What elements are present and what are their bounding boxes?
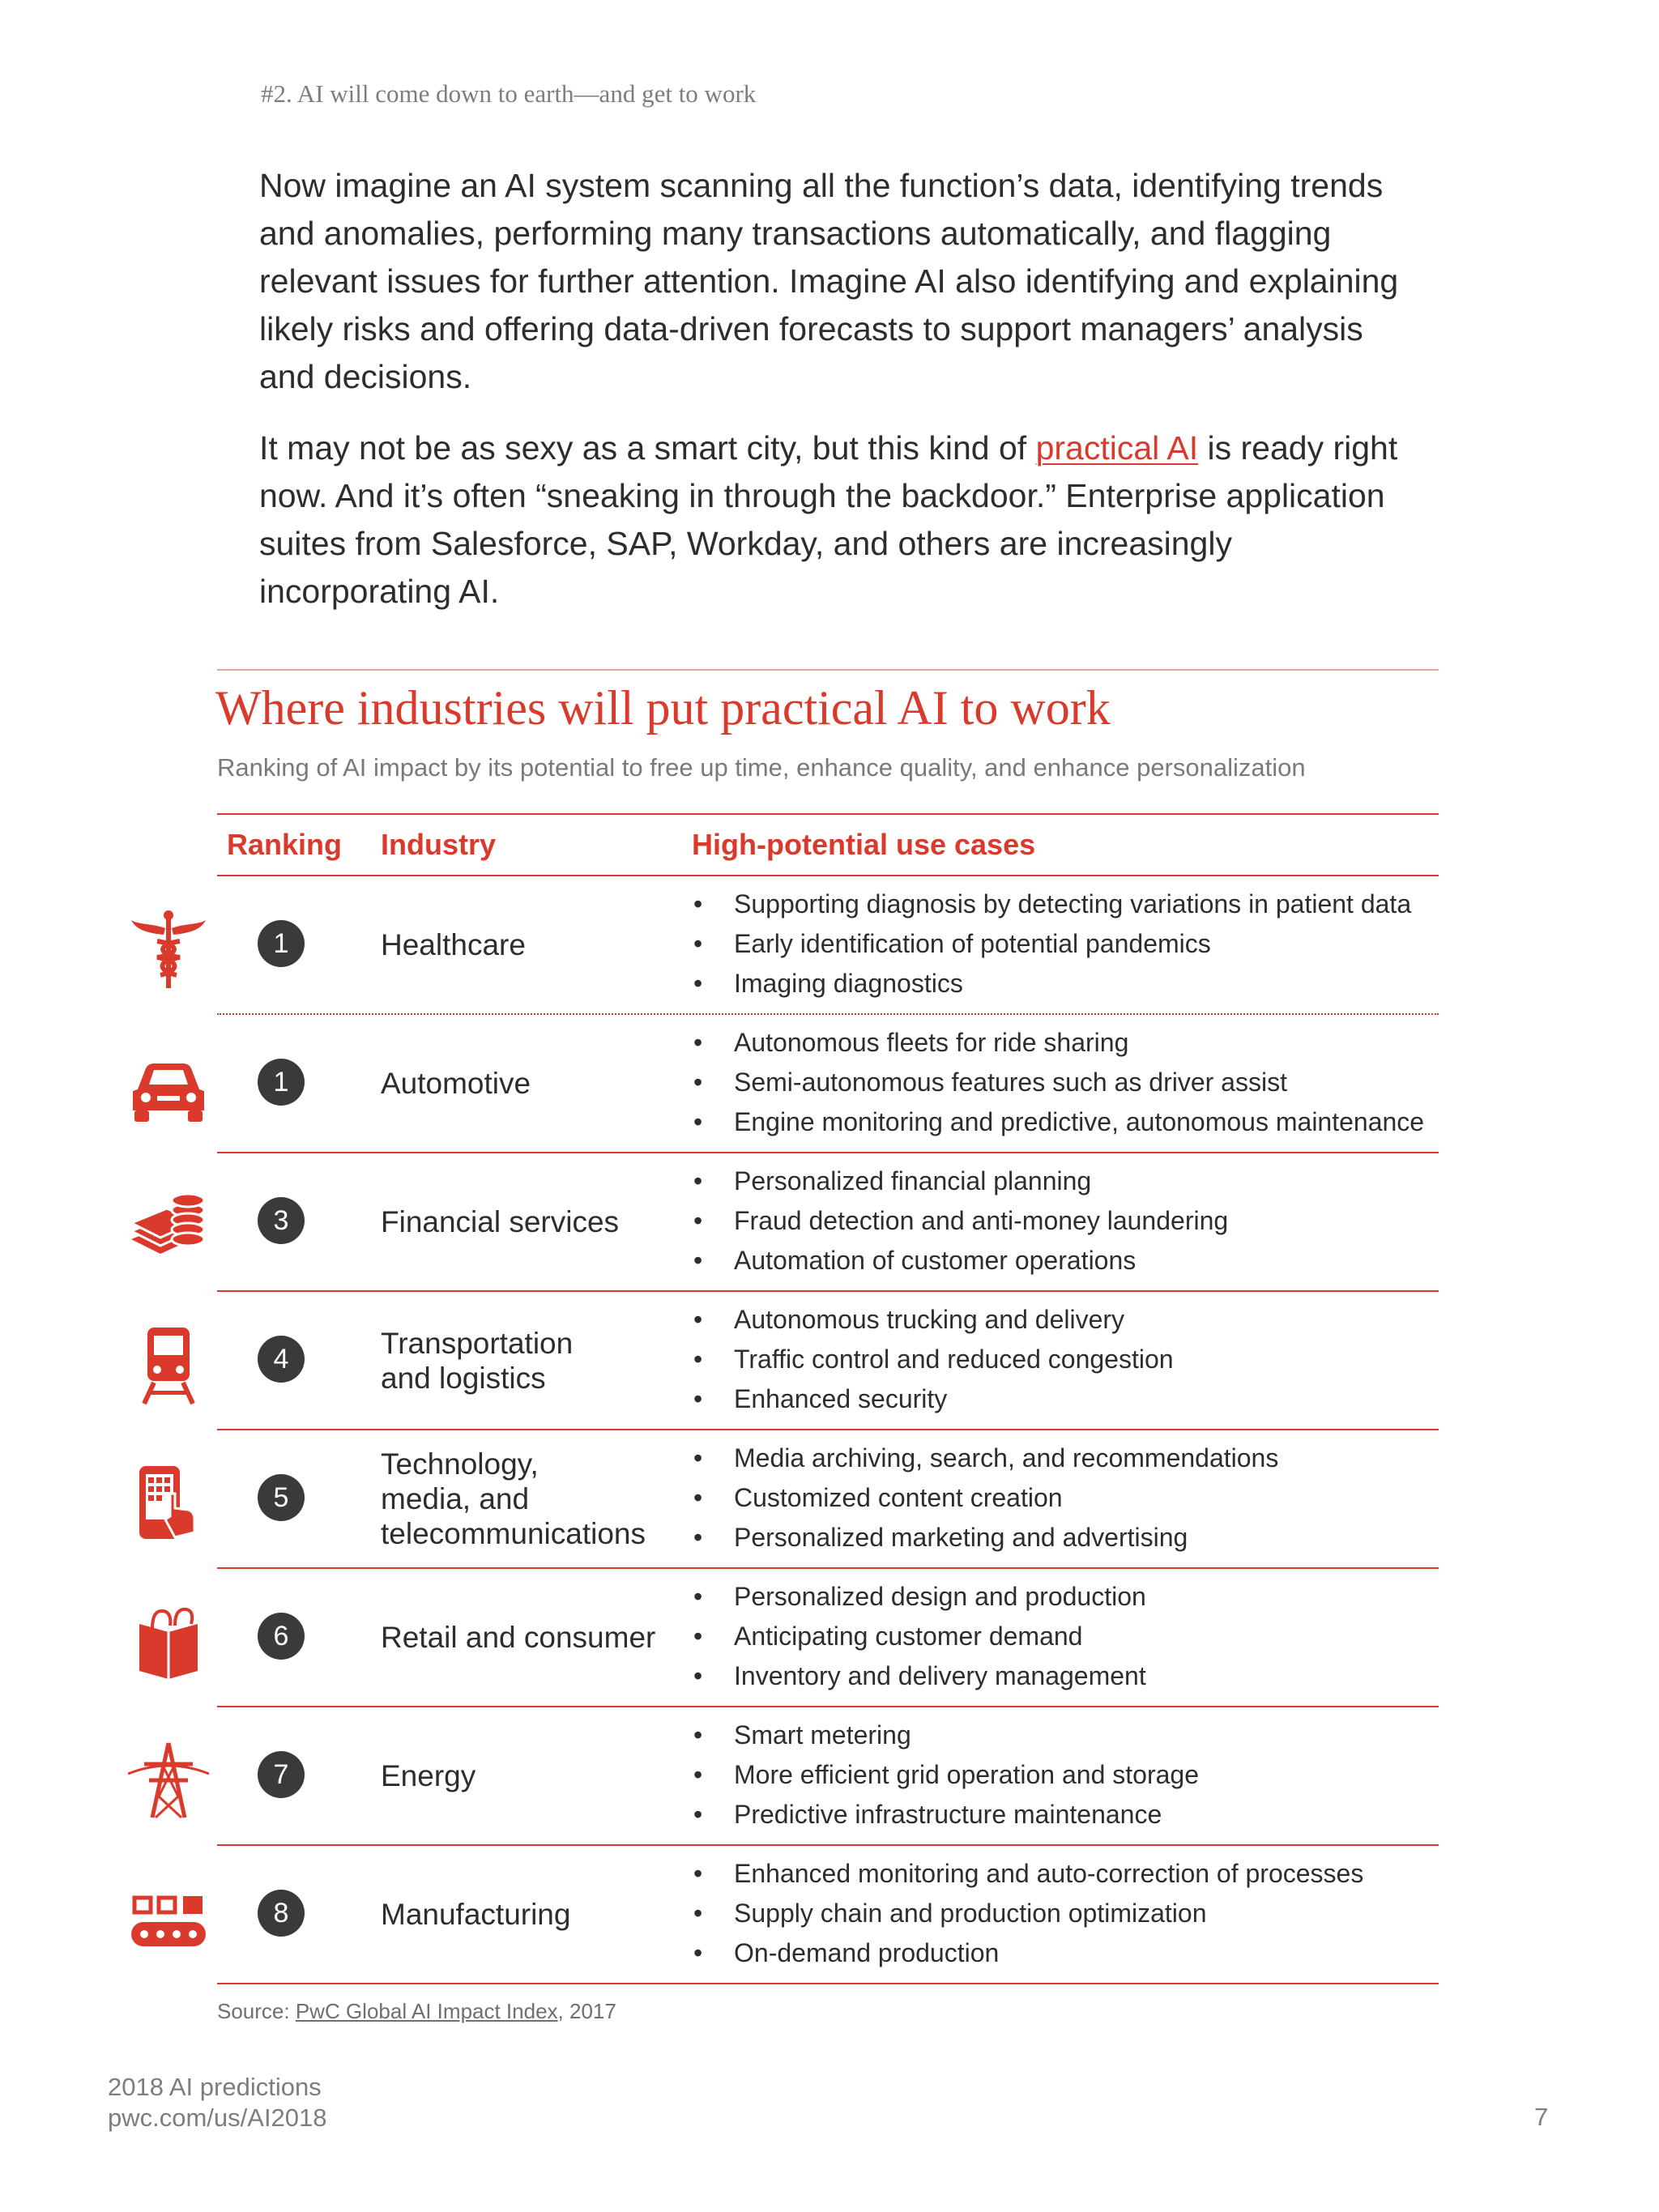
industry-cell bbox=[381, 1292, 672, 1429]
use-case-item: • Media archiving, search, and recommendations bbox=[693, 1438, 1278, 1478]
body-paragraph-1 bbox=[259, 162, 1410, 401]
practical-ai-link[interactable]: practical AI bbox=[1035, 429, 1199, 467]
use-case-item: • Imaging diagnostics bbox=[693, 964, 1411, 1004]
rank-badge: 5 bbox=[258, 1474, 305, 1521]
header-use-cases: High-potential use cases bbox=[692, 828, 1036, 861]
paragraph-text-start: It may not be as sexy as a smart city, but this kind of bbox=[259, 429, 1036, 467]
train-icon bbox=[128, 1324, 209, 1405]
use-case-item: • More efficient grid operation and storage bbox=[693, 1755, 1199, 1795]
use-case-item: • Early identification of potential pandemics bbox=[693, 924, 1411, 964]
paragraph-text-end: is ready right now. And it’s often “sneaking in through the backdoor.” Enterprise application suites from Salesforce, SAP, Workday, and others are increasingly incorporating AI. bbox=[259, 429, 1398, 610]
footer bbox=[108, 2072, 327, 2133]
use-case-list bbox=[693, 1854, 1363, 1973]
use-case-item: • Engine monitoring and predictive, autonomous maintenance bbox=[693, 1102, 1424, 1142]
table-row bbox=[217, 1569, 1439, 1707]
source-link[interactable]: PwC Global AI Impact Index bbox=[295, 1999, 558, 2023]
industry-name: Healthcare bbox=[381, 928, 526, 961]
use-case-item: • Enhanced security bbox=[693, 1379, 1174, 1419]
use-case-item: • Smart metering bbox=[693, 1715, 1199, 1755]
use-case-item: • Enhanced monitoring and auto-correction of processes bbox=[693, 1854, 1363, 1894]
money-stack-icon bbox=[128, 1186, 209, 1267]
table-row bbox=[217, 1292, 1439, 1430]
use-case-item: • Personalized design and production bbox=[693, 1577, 1146, 1617]
industry-cell bbox=[381, 1707, 672, 1844]
figure-subtitle: Ranking of AI impact by its potential to free up time, enhance quality, and enhance personalization bbox=[217, 753, 1306, 782]
industry-cell bbox=[381, 1015, 672, 1152]
use-case-list bbox=[693, 1300, 1174, 1419]
table-row bbox=[217, 1430, 1439, 1569]
use-case-item: • Personalized financial planning bbox=[693, 1161, 1228, 1201]
figure-top-rule bbox=[217, 669, 1439, 671]
table-header bbox=[217, 813, 1439, 876]
industry-name: Transportation and logistics bbox=[381, 1326, 574, 1395]
industry-cell bbox=[381, 876, 672, 1013]
body-paragraph-2 bbox=[259, 424, 1410, 616]
use-case-item: • Semi-autonomous features such as driver assist bbox=[693, 1063, 1424, 1102]
use-case-list bbox=[693, 1715, 1199, 1835]
page-number: 7 bbox=[1534, 2103, 1549, 2131]
use-case-item: • Fraud detection and anti-money laundering bbox=[693, 1201, 1228, 1241]
industry-name: Manufacturing bbox=[381, 1898, 571, 1931]
use-case-list bbox=[693, 1438, 1278, 1558]
use-case-list bbox=[693, 1577, 1146, 1696]
use-case-item: • Anticipating customer demand bbox=[693, 1617, 1146, 1656]
table-body bbox=[217, 876, 1439, 1984]
header-ranking: Ranking bbox=[227, 828, 343, 861]
use-case-list bbox=[693, 1023, 1424, 1142]
running-head: #2. AI will come down to earth—and get to work bbox=[261, 79, 757, 108]
rank-badge: 1 bbox=[258, 920, 305, 967]
figure-title: Where industries will put practical AI to work bbox=[215, 681, 1111, 735]
rank-badge: 8 bbox=[258, 1890, 305, 1937]
rank-badge: 7 bbox=[258, 1751, 305, 1798]
header-industry: Industry bbox=[381, 828, 497, 861]
footer-publication: 2018 AI predictions bbox=[108, 2073, 322, 2101]
table-row bbox=[217, 1707, 1439, 1846]
footer-url[interactable]: pwc.com/us/AI2018 bbox=[108, 2103, 327, 2132]
paragraph-text: Now imagine an AI system scanning all the function’s data, identifying trends and anomalies, performing many transactions automatically, and flagging relevant issues for further attention. Imagine AI also identifying and explaining likely risks and offering data-driven forecasts to support managers’ analysis and decisions. bbox=[259, 167, 1399, 395]
use-case-item: • Supply chain and production optimization bbox=[693, 1894, 1363, 1933]
use-case-item: • Personalized marketing and advertising bbox=[693, 1518, 1278, 1558]
use-case-list bbox=[693, 1161, 1228, 1281]
industry-cell bbox=[381, 1846, 672, 1983]
industry-name: Retail and consumer bbox=[381, 1621, 656, 1654]
industry-cell bbox=[381, 1153, 672, 1290]
table-row bbox=[217, 1846, 1439, 1984]
use-case-item: • Customized content creation bbox=[693, 1478, 1278, 1518]
caduceus-icon bbox=[128, 909, 209, 990]
industry-cell bbox=[381, 1430, 672, 1567]
table-row bbox=[217, 1153, 1439, 1292]
use-case-item: • Supporting diagnosis by detecting variations in patient data bbox=[693, 884, 1411, 924]
table-row bbox=[217, 876, 1439, 1015]
industry-ranking-table bbox=[217, 813, 1439, 1984]
table-row bbox=[217, 1015, 1439, 1153]
industry-name: Technology, media, and telecommunications bbox=[381, 1447, 646, 1550]
use-case-item: • Predictive infrastructure maintenance bbox=[693, 1795, 1199, 1835]
industry-cell bbox=[381, 1569, 672, 1706]
source-note bbox=[217, 1999, 616, 2024]
car-icon bbox=[128, 1047, 209, 1128]
use-case-item: • Inventory and delivery management bbox=[693, 1656, 1146, 1696]
smartphone-touch-icon bbox=[128, 1463, 209, 1544]
rank-badge: 3 bbox=[258, 1197, 305, 1244]
source-year: , 2017 bbox=[557, 1999, 616, 2023]
use-case-item: • On-demand production bbox=[693, 1933, 1363, 1973]
shopping-bag-icon bbox=[128, 1601, 209, 1682]
rank-badge: 6 bbox=[258, 1613, 305, 1660]
source-label: Source: bbox=[217, 1999, 296, 2023]
rank-badge: 4 bbox=[258, 1336, 305, 1383]
industry-name: Automotive bbox=[381, 1067, 531, 1100]
power-tower-icon bbox=[128, 1740, 209, 1821]
rank-badge: 1 bbox=[258, 1059, 305, 1106]
use-case-item: • Traffic control and reduced congestion bbox=[693, 1340, 1174, 1379]
use-case-item: • Autonomous fleets for ride sharing bbox=[693, 1023, 1424, 1063]
use-case-item: • Automation of customer operations bbox=[693, 1241, 1228, 1281]
use-case-item: • Autonomous trucking and delivery bbox=[693, 1300, 1174, 1340]
conveyor-belt-icon bbox=[128, 1878, 209, 1959]
use-case-list bbox=[693, 884, 1411, 1004]
industry-name: Financial services bbox=[381, 1205, 620, 1238]
industry-name: Energy bbox=[381, 1759, 476, 1792]
